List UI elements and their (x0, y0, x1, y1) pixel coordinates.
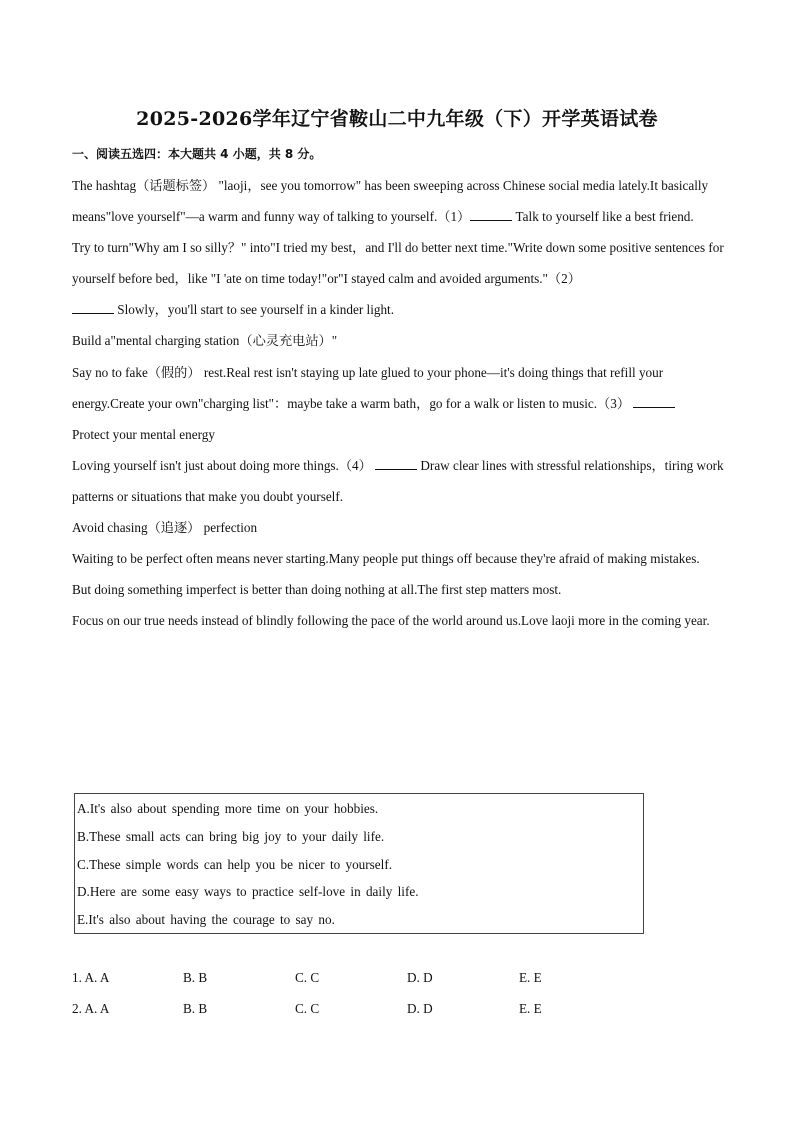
passage-paragraph (72, 450, 724, 512)
answer-choices (72, 970, 672, 1032)
passage-text: Talk to yourself like a best friend. (515, 209, 694, 225)
passage-paragraph (72, 357, 724, 419)
choice-c[interactable]: C. C (295, 970, 320, 985)
passage-subheading: Build a"mental charging station（心灵充电站）" (72, 333, 338, 349)
answer-blank-4 (375, 457, 417, 470)
option-c: C.These simple words can help you be nicer to yourself. (77, 856, 393, 872)
question-2-choices (72, 1001, 672, 1032)
choice-b[interactable]: B. B (183, 1001, 208, 1016)
passage-paragraph: Focus on our true needs instead of blindly following the pace of the world around us.Love laoji more in the coming year. (72, 613, 710, 629)
options-box (74, 793, 644, 934)
question-1-choices (72, 970, 672, 1001)
choice-d[interactable]: D. D (407, 1001, 433, 1016)
answer-blank-1 (470, 208, 512, 221)
passage-paragraph: Waiting to be perfect often means never starting.Many people put things off because they're afraid of making mistakes. (72, 551, 700, 567)
choice-a[interactable]: 2. A. A (72, 1001, 110, 1016)
passage-text: Draw clear lines with stressful relationships，tiring work patterns or situations that make you doubt yourself. (72, 457, 724, 504)
passage-text: Say no to fake（假的） rest.Real rest isn't staying up late glued to your phone—it's doing things that refill your energy.Create your own"charging list"：maybe take a warm bath，go for a walk or listen to music.（3） (72, 364, 664, 411)
passage-subheading: Protect your mental energy (72, 426, 215, 442)
answer-blank-2 (72, 301, 114, 314)
option-b: B.These small acts can bring big joy to your daily life. (77, 828, 385, 844)
section-heading: 一、阅读五选四：本大题共 4 小题，共 8 分。 (72, 147, 322, 161)
option-d: D.Here are some easy ways to practice self-love in daily life. (77, 884, 419, 900)
choice-d[interactable]: D. D (407, 970, 433, 985)
choice-a[interactable]: 1. A. A (72, 970, 110, 985)
choice-e[interactable]: E. E (519, 1001, 542, 1016)
passage-paragraph: But doing something imperfect is better than doing nothing at all.The first step matters most. (72, 582, 562, 598)
passage-subheading: Avoid chasing（追逐） perfection (72, 520, 258, 536)
choice-c[interactable]: C. C (295, 1001, 320, 1016)
passage-paragraph (72, 232, 724, 325)
passage-text: Loving yourself isn't just about doing more things.（4） (72, 457, 372, 473)
reading-passage (72, 170, 724, 636)
page-title: 2025-2026学年辽宁省鞍山二中九年级（下）开学英语试卷 (136, 108, 658, 130)
passage-text: Try to turn"Why am I so silly？" into"I tried my best，and I'll do better next time."Write down some positive sentences for yourself before bed，like "I 'ate on time today!"or"I stayed calm and avoided arguments."（2） (72, 240, 724, 287)
answer-blank-3 (633, 395, 675, 408)
passage-paragraph (72, 170, 724, 232)
option-e: E.It's also about having the courage to say no. (77, 912, 335, 928)
choice-b[interactable]: B. B (183, 970, 208, 985)
option-a: A.It's also about spending more time on your hobbies. (77, 801, 379, 816)
passage-text: The hashtag（话题标签） "laoji，see you tomorrow" has been sweeping across Chinese social media lately.It basically means"love yourself"—a warm and funny way of talking to yourself.（1） (72, 178, 709, 225)
choice-e[interactable]: E. E (519, 970, 542, 985)
passage-text: Slowly，you'll start to see yourself in a kinder light. (117, 302, 395, 318)
